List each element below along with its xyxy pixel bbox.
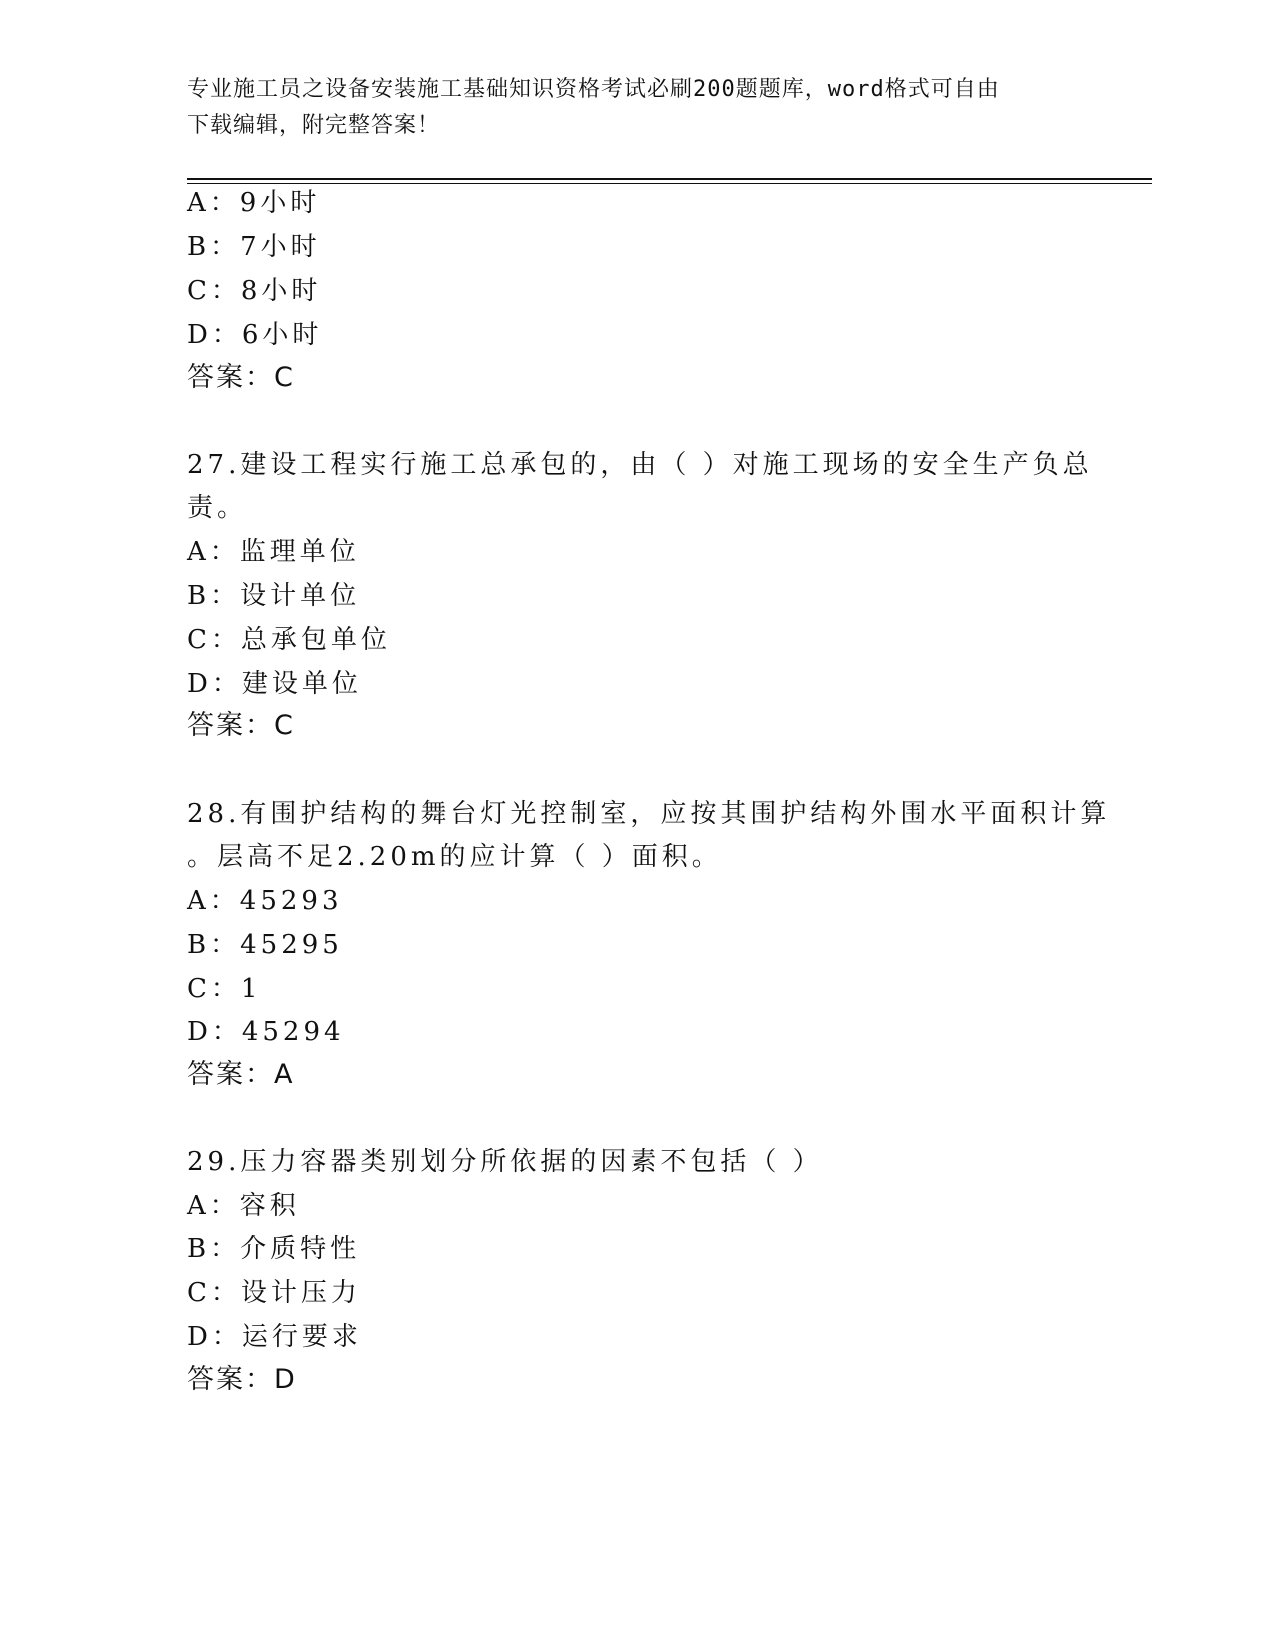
q28-stem-line-1: 28.有围护结构的舞台灯光控制室，应按其围护结构外围水平面积计算	[187, 799, 1111, 829]
header-divider-thin	[187, 183, 1152, 184]
q27-option-b: B：设计单位	[187, 581, 361, 611]
q27-option-a: A：监理单位	[187, 537, 360, 567]
q27-stem-line-1: 27.建设工程实行施工总承包的，由（ ）对施工现场的安全生产负总	[187, 450, 1093, 480]
header-title-line-2: 下载编辑，附完整答案！	[187, 113, 441, 138]
q28-option-b: B：45295	[187, 930, 343, 960]
q29-option-d: D：运行要求	[187, 1322, 362, 1352]
header-title-line-1: 专业施工员之设备安装施工基础知识资格考试必刷200题题库，word格式可自由	[187, 77, 1000, 102]
q26-option-a: A：9小时	[187, 188, 321, 218]
q28-stem-line-2: 。层高不足2.20m的应计算（ ）面积。	[187, 842, 722, 872]
q28-answer: 答案：A	[187, 1059, 295, 1090]
q27-option-c: C：总承包单位	[187, 625, 391, 655]
q29-option-c: C：设计压力	[187, 1278, 361, 1308]
q29-stem-line-1: 29.压力容器类别划分所依据的因素不包括（ ）	[187, 1147, 823, 1177]
q26-option-d: D：6小时	[187, 320, 323, 350]
document-header	[187, 72, 1067, 144]
q26-option-c: C：8小时	[187, 276, 322, 306]
q29-option-a: A：容积	[187, 1191, 300, 1221]
q29-option-b: B：介质特性	[187, 1234, 361, 1264]
q27-option-d: D：建设单位	[187, 669, 362, 699]
q27-stem-line-2: 责。	[187, 493, 248, 523]
q26-option-b: B：7小时	[187, 232, 321, 262]
header-divider-thick	[187, 178, 1152, 180]
q27-answer: 答案：C	[187, 710, 295, 741]
q28-option-a: A：45293	[187, 886, 343, 916]
q28-option-d: D：45294	[187, 1017, 345, 1047]
q26-answer: 答案：C	[187, 362, 295, 393]
q29-answer: 答案：D	[187, 1364, 297, 1395]
q28-option-c: C：1	[187, 974, 262, 1004]
